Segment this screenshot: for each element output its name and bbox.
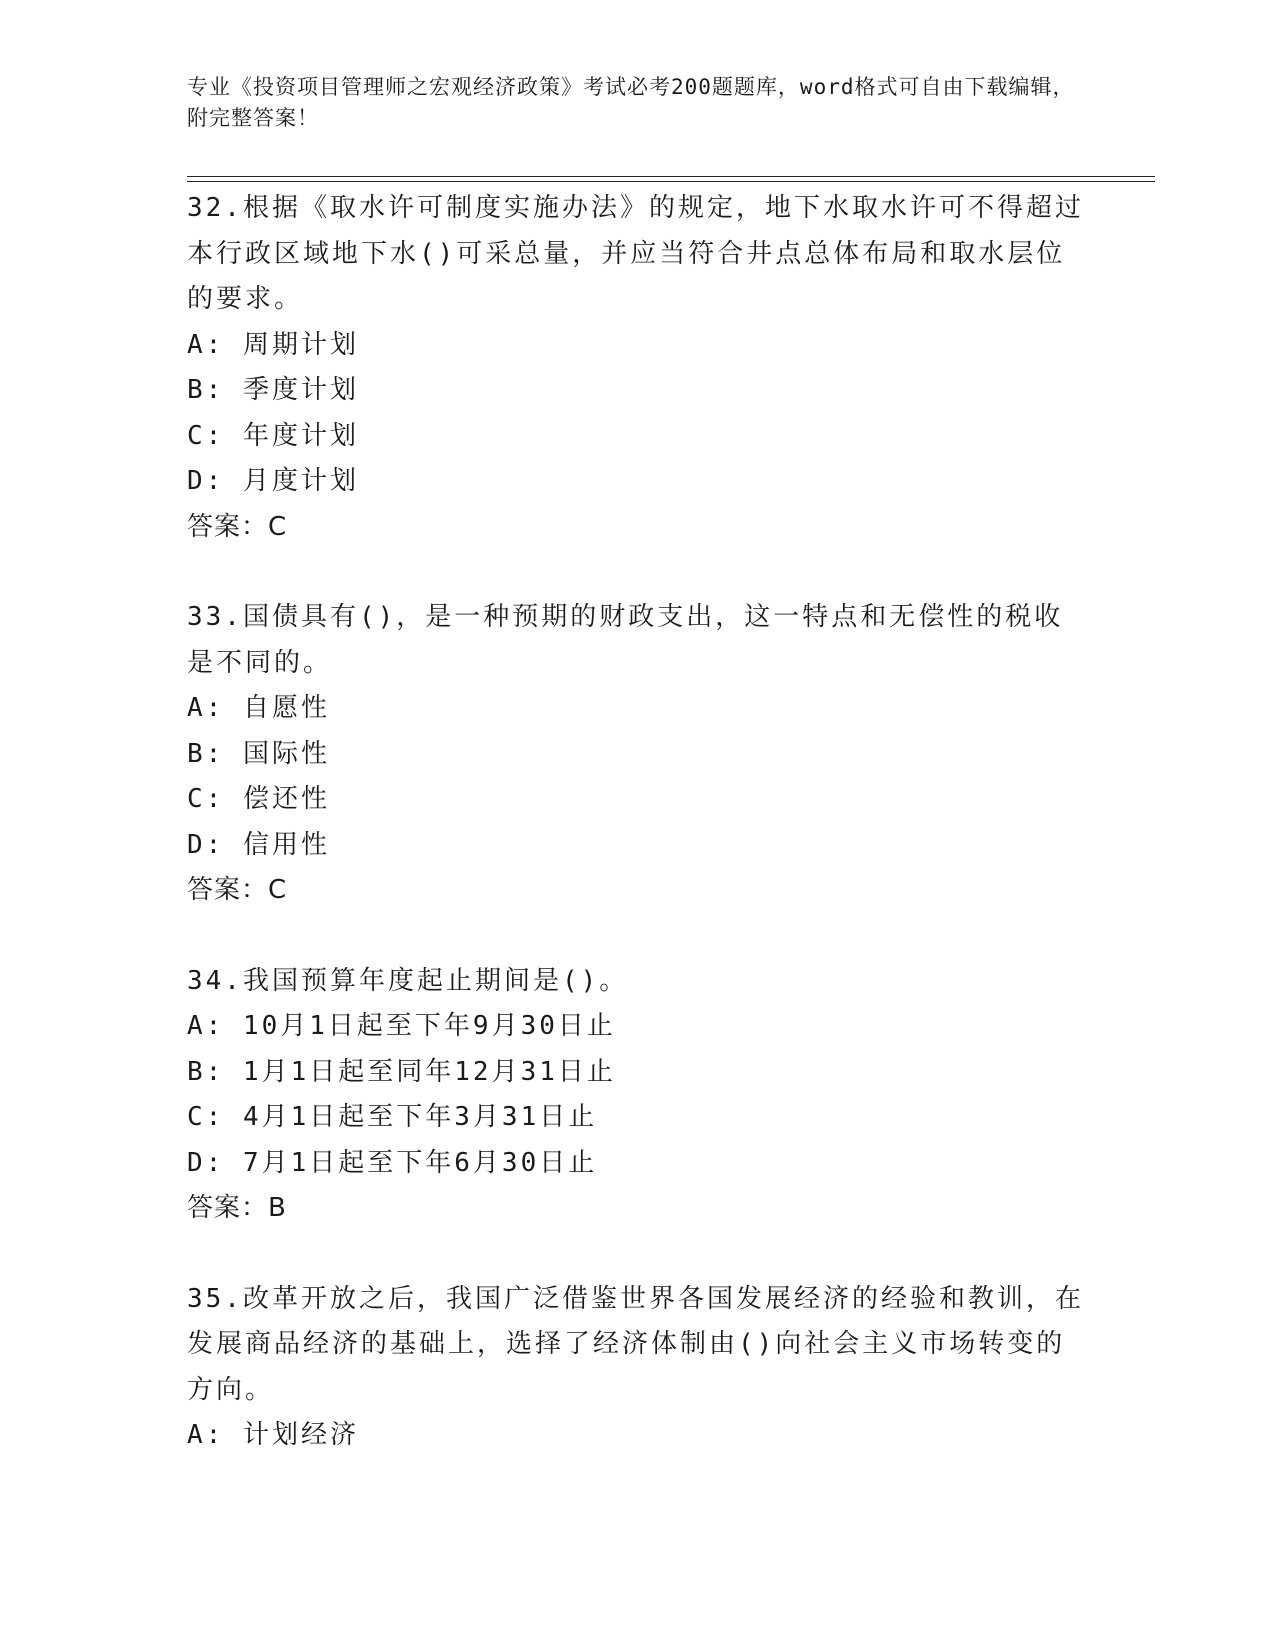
option-b: B: 国际性 [187, 738, 330, 769]
question-list [187, 186, 1087, 1459]
answer-line: 答案：B [187, 1193, 287, 1223]
question-34 [187, 959, 1087, 1232]
option-a: A: 自愿性 [187, 693, 330, 723]
header-divider-top [187, 176, 1155, 177]
question-35 [187, 1277, 1087, 1459]
option-a: A: 计划经济 [187, 1420, 359, 1450]
question-stem: 32.根据《取水许可制度实施办法》的规定，地下水取水许可不得超过本行政区域地下水()可采总量，并应当符合井点总体布局和取水层位的要求。 [187, 193, 1084, 314]
option-c: C: 4月1日起至下年3月31日止 [187, 1102, 598, 1132]
option-d: D: 7月1日起至下年6月30日止 [187, 1147, 598, 1178]
option-b: B: 季度计划 [187, 375, 359, 405]
answer-line: 答案：C [187, 511, 288, 542]
question-stem: 35.改革开放之后，我国广泛借鉴世界各国发展经济的经验和教训，在发展商品经济的基础上，选择了经济体制由()向社会主义市场转变的方向。 [187, 1283, 1084, 1405]
question-33 [187, 595, 1087, 914]
option-d: D: 信用性 [187, 829, 330, 860]
option-c: C: 年度计划 [187, 420, 359, 451]
option-b: B: 1月1日起至同年12月31日止 [187, 1056, 616, 1087]
spacer [187, 914, 1087, 959]
spacer [187, 550, 1087, 595]
option-a: A: 周期计划 [187, 329, 359, 360]
spacer [187, 1232, 1087, 1277]
question-stem: 34.我国预算年度起止期间是()。 [187, 965, 629, 996]
question-32 [187, 186, 1087, 550]
option-a: A: 10月1日起至下年9月30日止 [187, 1011, 616, 1041]
question-stem: 33.国债具有()，是一种预期的财政支出，这一特点和无偿性的税收是不同的。 [187, 602, 1064, 678]
answer-line: 答案：C [187, 875, 288, 905]
option-d: D: 月度计划 [187, 466, 359, 496]
option-c: C: 偿还性 [187, 784, 330, 814]
header-divider-bottom [187, 181, 1155, 182]
document-header: 专业《投资项目管理师之宏观经济政策》考试必考200题题库，word格式可自由下载编辑，附完整答案！ [187, 75, 1075, 130]
